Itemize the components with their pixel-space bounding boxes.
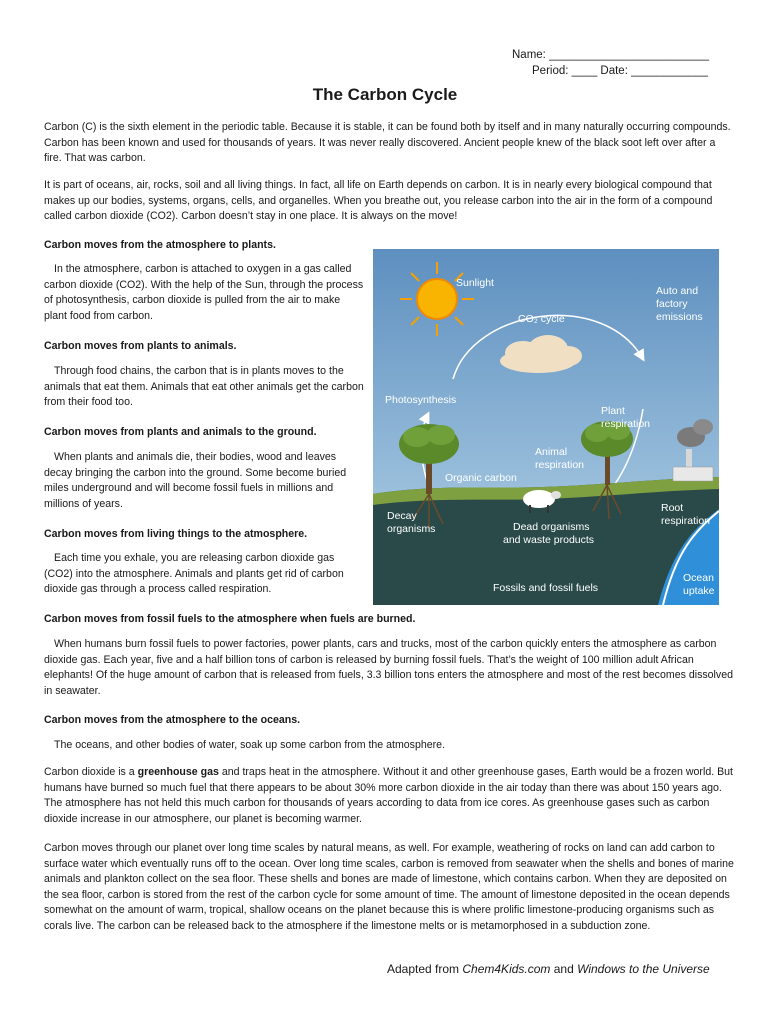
label-root-respiration: Root bbox=[661, 502, 684, 514]
label-auto-factory: Auto and bbox=[656, 285, 699, 297]
page-title: The Carbon Cycle bbox=[312, 85, 458, 104]
sun-icon bbox=[400, 262, 474, 336]
section-text: When plants and animals die, their bodies, wood and leaves decay bringing the carbon into the ground. Some become buried miles underground and will become fossil fuels in millions and millions of years. bbox=[44, 451, 347, 510]
section-heading: Carbon moves from fossil fuels to the atmosphere when fuels are burned. bbox=[44, 613, 416, 625]
carbon-cycle-diagram bbox=[373, 249, 719, 605]
intro-paragraph-2: It is part of oceans, air, rocks, soil and all living things. In fact, all life on Earth depends on carbon. It is in nearly every biological compound that makes up our bodies, systems, organs, cells, and organelles. When you breathe out, you release carbon into the air in the form of a compound called carbon dioxide (CO2). Carbon doesn’t stay in one place. It is always on the move! bbox=[44, 179, 713, 223]
label-animal-respiration: Animal bbox=[535, 446, 568, 458]
label-photosynthesis: Photosynthesis bbox=[385, 394, 457, 406]
greenhouse-gas-term: greenhouse gas bbox=[137, 766, 219, 778]
long-timescale-paragraph: Carbon moves through our planet over long time scales by natural means, as well. For example, weathering of rocks on land can add carbon to surface water which eventually runs off to the ocean. Over long time scales, carbon is removed from seawater when the shells and bones of marine animals and plankton collect on the sea floor. These shells and bones are made of limestone, which contains carbon. When they are deposited on the sea floor, carbon is stored from the rest of the carbon cycle for some amount of time. The amount of limestone deposited in the ocean depends somewhat on the amount of warm, tropical, shallow oceans on the planet because this is where prolific limestone-producing organisms such as corals live. The carbon can be released back to the atmosphere if the limestone melts or is metamorphosed in a subduction zone. bbox=[44, 842, 734, 932]
greenhouse-paragraph: Carbon dioxide is a greenhouse gas and traps heat in the atmosphere. Without it and other greenhouse gases, Earth would be a frozen world. But humans have burned so much fuel that there appears to be about 30% more carbon dioxide in the air today than there was about 150 years ago. The atmosphere has not held this much carbon for thousands of years according to data from ice cores. As greenhouse gases such as carbon dioxide increase in our atmosphere, our planet is becoming warmer. bbox=[44, 766, 733, 825]
label-organic-carbon: Organic carbon bbox=[445, 472, 517, 484]
section-heading: Carbon moves from the atmosphere to the oceans. bbox=[44, 714, 301, 726]
label-decay-organisms: Decay bbox=[387, 510, 417, 522]
section-heading: Carbon moves from plants and animals to the ground. bbox=[44, 426, 317, 438]
section-text: Through food chains, the carbon that is in plants moves to the animals that eat them. Animals that eat other animals get the carbon from their food too. bbox=[44, 365, 364, 409]
label-dead-organisms: and waste products bbox=[503, 534, 595, 546]
label-plant-respiration: Plant bbox=[601, 405, 625, 417]
label-auto-factory: emissions bbox=[656, 311, 703, 323]
section-heading: Carbon moves from plants to animals. bbox=[44, 340, 237, 352]
label-plant-respiration: respiration bbox=[601, 418, 651, 430]
label-auto-factory: factory bbox=[656, 298, 688, 310]
label-sunlight: Sunlight bbox=[456, 277, 494, 289]
label-decay-organisms: organisms bbox=[387, 523, 436, 535]
label-co2-cycle: CO₂ cycle bbox=[518, 313, 565, 325]
section-text: In the atmosphere, carbon is attached to oxygen in a gas called carbon dioxide (CO2). With the help of the Sun, through the process of photosynthesis, carbon dioxide is pulled from the air to make plant food from carbon. bbox=[44, 263, 364, 322]
section-text: When humans burn fossil fuels to power factories, power plants, cars and trucks, most of the carbon quickly enters the atmosphere as carbon dioxide gas. Each year, five and a half billion tons of carbon is released by burning fossil fuels. That’s the weight of 100 million adult African elephants! Of the huge amount of carbon that is released from fuels, 3.3 billion tons enters the atmosphere and most of the rest becomes dissolved in seawater. bbox=[44, 638, 733, 697]
label-ocean-uptake: Ocean bbox=[683, 572, 714, 584]
label-root-respiration: respiration bbox=[661, 515, 711, 527]
name-field-label: Name: _________________________ bbox=[512, 49, 709, 61]
label-fossils: Fossils and fossil fuels bbox=[493, 582, 599, 594]
intro-paragraph-1: Carbon (C) is the sixth element in the periodic table. Because it is stable, it can be found both by itself and in many naturally occurring compounds. Carbon has been known and used for thousands of years. It was never really discovered. Ancient people knew of the black soot left over after a fire. That was carbon. bbox=[44, 121, 731, 165]
section-heading: Carbon moves from the atmosphere to plants. bbox=[44, 239, 276, 251]
section-text: The oceans, and other bodies of water, soak up some carbon from the atmosphere. bbox=[54, 739, 446, 751]
label-animal-respiration: respiration bbox=[535, 459, 585, 471]
attribution-footer: Adapted from Chem4Kids.com and Windows to the Universe bbox=[387, 962, 710, 976]
label-dead-organisms: Dead organisms bbox=[513, 521, 590, 533]
section-text: Each time you exhale, you are releasing carbon dioxide gas (CO2) into the atmosphere. Animals and plants get rid of carbon dioxide gas through a process called respiration. bbox=[44, 552, 344, 596]
section-heading: Carbon moves from living things to the atmosphere. bbox=[44, 528, 308, 540]
label-ocean-uptake: uptake bbox=[683, 585, 715, 597]
period-date-label: Period: ____ Date: ____________ bbox=[532, 65, 708, 77]
